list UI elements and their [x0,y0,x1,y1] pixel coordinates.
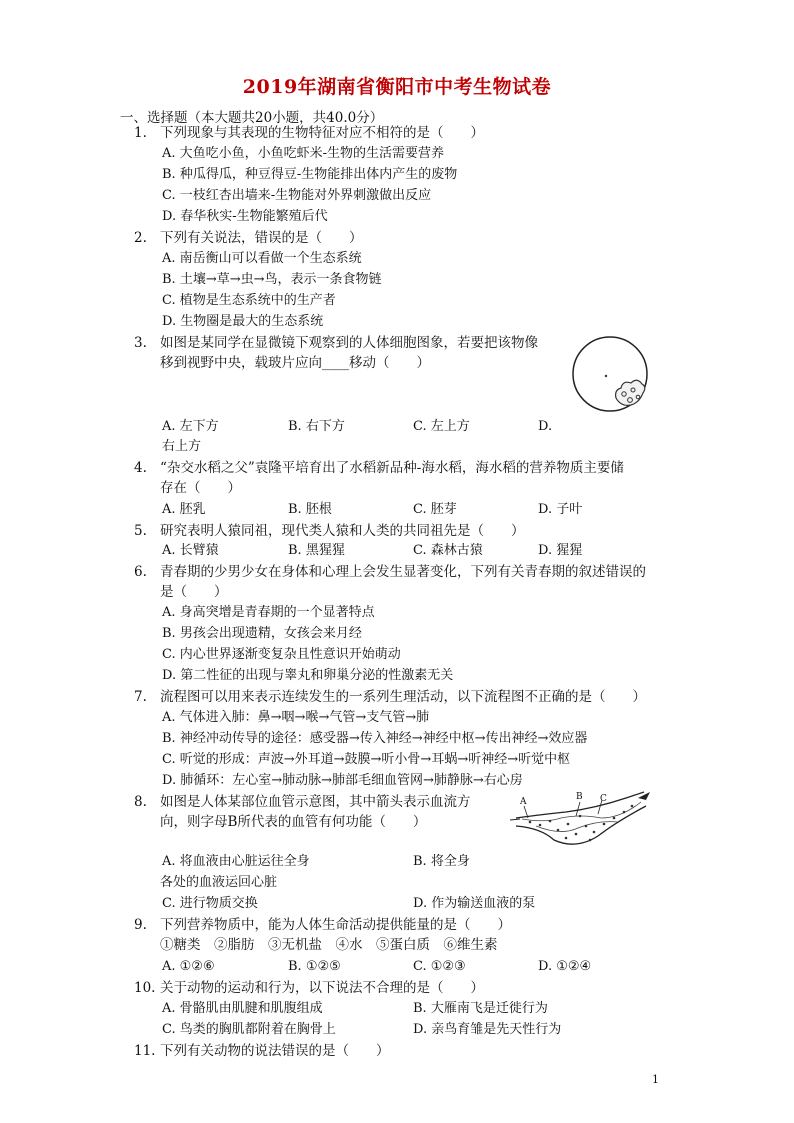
option: D. 亲鸟育雏是先天性行为 [413,1022,562,1037]
section-heading: 一、选择题（本大题共20小题，共40.0分） [120,110,384,126]
question-text: 下列营养物质中，能为人体生命活动提供能量的是（ ） [160,917,511,933]
question-number: 8. [134,794,147,810]
option: C. 听觉的形成：声波→外耳道→鼓膜→听小骨→耳蜗→听神经→听觉中枢 [162,752,571,767]
figure-label: A [520,797,527,807]
question-number: 9. [134,917,147,933]
option: B. 神经冲动传导的途径：感受器→传入神经→神经中枢→传出神经→效应器 [162,731,588,746]
question-text: 存在（ ） [160,480,241,496]
option: B. 右下方 [288,419,345,434]
option: C. 胚芽 [413,502,457,517]
option: C. ①②③ [413,959,466,974]
option: B. 土壤→草→虫→鸟，表示一条食物链 [162,272,382,287]
question-text: 关于动物的运动和行为，以下说法不合理的是（ ） [160,980,484,996]
option: A. 身高突增是青春期的一个显著特点 [162,605,375,620]
option: A. 长臂猿 [162,543,219,558]
figure-label: B [576,792,583,802]
figure-label: C [600,794,607,804]
option: A. 骨骼肌由肌腱和肌腹组成 [162,1001,323,1016]
option: A. 气体进入肺：鼻→咽→喉→气管→支气管→肺 [162,710,430,725]
option: C. 森林古猿 [413,543,483,558]
question-text: 如图是人体某部位血管示意图，其中箭头表示血流方 [160,794,471,810]
question-number: 1. [134,125,147,141]
question-number: 4. [134,460,147,476]
option: C. 进行物质交换 [162,896,258,911]
option: C. 植物是生态系统中的生产者 [162,293,336,308]
question-text: 下列有关说法，错误的是（ ） [160,230,363,246]
question-number: 11. [134,1043,156,1059]
option: B. 将全身 [413,854,470,869]
question-text: 移到视野中央，载玻片应向____移动（ ） [160,355,430,371]
option: B. 种瓜得瓜，种豆得豆-生物能排出体内产生的废物 [162,167,458,182]
question-number: 3. [134,335,147,351]
option: D. 猩猩 [538,543,583,558]
option: A. 左下方 [162,419,219,434]
option: 各处的血液运回心脏 [160,875,278,890]
option: A. 南岳衡山可以看做一个生态系统 [162,251,362,266]
option: C. 鸟类的胸肌都附着在胸骨上 [162,1022,336,1037]
option: A. 大鱼吃小鱼，小鱼吃虾米-生物的生活需要营养 [162,146,445,161]
option: B. 黑猩猩 [288,543,345,558]
option: D. [538,419,553,434]
question-number: 10. [134,980,156,996]
question-text: 流程图可以用来表示连续发生的一系列生理活动，以下流程图不正确的是（ ） [160,689,646,705]
option: D. ①②④ [538,959,592,974]
option: D. 肺循环：左心室→肺动脉→肺部毛细血管网→肺静脉→右心房 [162,773,523,788]
option: A. 将血液由心脏运往全身 [162,854,310,869]
question-text: 下列有关动物的说法错误的是（ ） [160,1043,390,1059]
option: B. 男孩会出现遗精，女孩会来月经 [162,626,362,641]
question-text: “杂交水稻之父”袁隆平培育出了水稻新品种-海水稻，海水稻的营养物质主要储 [160,460,624,476]
option: C. 内心世界逐渐变复杂且性意识开始萌动 [162,647,401,662]
question-text: 研究表明人猿同祖，现代类人猿和人类的共同祖先是（ ） [160,523,525,539]
option: D. 生物圈是最大的生态系统 [162,314,324,329]
question-text: 青春期的少男少女在身体和心理上会发生显著变化，下列有关青春期的叙述错误的 [160,564,646,580]
option: A. 胚乳 [162,502,206,517]
question-text: 是（ ） [160,584,228,600]
option: D. 作为输送血液的泵 [413,896,536,911]
microscope-view-figure [570,334,652,414]
question-number: 2. [134,230,147,246]
option: D. 第二性征的出现与睾丸和卵巢分泌的性激素无关 [162,668,454,683]
option: A. ①②⑥ [162,959,215,974]
question-text: 如图是某同学在显微镜下观察到的人体细胞图象，若要把该物像 [160,335,538,351]
option: D. 春华秋实-生物能繁殖后代 [162,209,328,224]
page-title: 2019年湖南省衡阳市中考生物试卷 [242,76,552,98]
option: B. 胚根 [288,502,332,517]
question-number: 5. [134,523,147,539]
option: B. ①②⑤ [288,959,341,974]
option: C. 左上方 [413,419,470,434]
option: C. 一枝红杏出墙来-生物能对外界刺激做出反应 [162,188,432,203]
option: D. 子叶 [538,502,583,517]
option: 右上方 [162,439,202,454]
question-text: ①糖类 ②脂肪 ③无机盐 ④水 ⑤蛋白质 ⑥维生素 [160,937,498,953]
question-number: 6. [134,564,147,580]
question-text: 下列现象与其表现的生物特征对应不相符的是（ ） [160,125,484,141]
question-text: 向，则字母B所代表的血管有何功能（ ） [160,814,427,830]
option: B. 大雁南飞是迁徙行为 [413,1001,548,1016]
question-number: 7. [134,689,147,705]
page-number: 1 [652,1073,659,1086]
